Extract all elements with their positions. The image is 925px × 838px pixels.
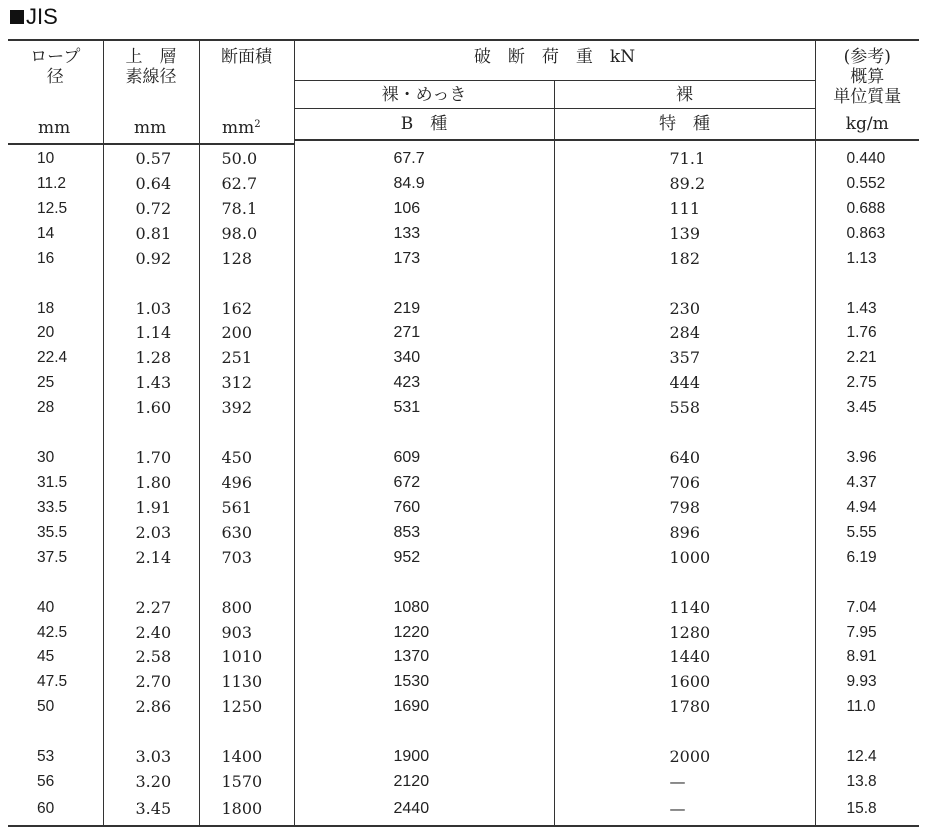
mass-cell: 4.94	[815, 496, 919, 521]
mass-cell: 4.37	[815, 471, 919, 496]
b-grade-load-cell: 423	[294, 371, 554, 396]
mass-cell: 1.43	[815, 297, 919, 322]
area-cell: 630	[199, 521, 294, 546]
wire-diameter-cell: 3.03	[103, 745, 199, 770]
b-grade-load-cell: 2440	[294, 795, 554, 826]
special-grade-load-cell: 706	[554, 471, 815, 496]
mass-cell: 0.440	[815, 140, 919, 172]
b-grade-load-cell: 1900	[294, 745, 554, 770]
table-row	[8, 371, 919, 396]
area-cell: 903	[199, 621, 294, 646]
wire-diameter-cell: 2.03	[103, 521, 199, 546]
b-grade-load-cell: 219	[294, 297, 554, 322]
b-grade-load-cell: 1080	[294, 596, 554, 621]
header-galvanized: 裸・めっき	[294, 81, 554, 109]
special-grade-load-cell: 1600	[554, 670, 815, 695]
header-rope-diameter: ロープ 径	[8, 40, 103, 140]
b-grade-load-cell: 106	[294, 197, 554, 222]
area-cell: 62.7	[199, 172, 294, 197]
mass-cell: 3.45	[815, 396, 919, 421]
wire-diameter-cell: 1.70	[103, 446, 199, 471]
rope-diameter-cell: 16	[37, 249, 55, 267]
table-row	[8, 346, 919, 371]
rope-diameter-cell: 31.5	[37, 473, 68, 491]
mass-cell: 6.19	[815, 546, 919, 571]
rope-diameter-cell: 47.5	[37, 673, 68, 691]
wire-diameter-cell: 0.92	[103, 247, 199, 272]
special-grade-load-cell: 71.1	[554, 140, 815, 172]
table-row	[8, 297, 919, 322]
area-cell: 1570	[199, 770, 294, 795]
b-grade-load-cell: 84.9	[294, 172, 554, 197]
rope-diameter-cell: 30	[37, 449, 55, 467]
special-grade-load-cell: 798	[554, 496, 815, 521]
b-grade-load-cell: 133	[294, 222, 554, 247]
wire-diameter-cell: 1.80	[103, 471, 199, 496]
table-row	[8, 770, 919, 795]
b-grade-load-cell: 2120	[294, 770, 554, 795]
wire-diameter-cell: 2.86	[103, 695, 199, 720]
special-grade-load-cell: 444	[554, 371, 815, 396]
area-cell: 800	[199, 596, 294, 621]
rope-diameter-cell: 10	[37, 149, 55, 167]
square-bullet-icon	[10, 10, 24, 24]
area-cell: 703	[199, 546, 294, 571]
rope-diameter-cell: 40	[37, 598, 55, 616]
special-grade-load-cell: 640	[554, 446, 815, 471]
unit-wire-dia: mm	[134, 118, 167, 138]
wire-diameter-cell: 1.43	[103, 371, 199, 396]
mass-cell: 12.4	[815, 745, 919, 770]
rope-diameter-cell: 28	[37, 399, 55, 417]
area-cell: 1130	[199, 670, 294, 695]
unit-rope-dia: mm	[38, 118, 71, 138]
mass-cell: 7.04	[815, 596, 919, 621]
special-grade-load-cell: 230	[554, 297, 815, 322]
group-spacer	[8, 272, 919, 297]
area-cell: 1250	[199, 695, 294, 720]
mass-cell: 0.552	[815, 172, 919, 197]
special-grade-load-cell: 89.2	[554, 172, 815, 197]
mass-cell: 11.0	[815, 695, 919, 720]
area-cell: 392	[199, 396, 294, 421]
header-special-grade: 特 種	[554, 109, 815, 141]
header-mass: (参考) 概算 単位質量	[815, 40, 919, 109]
rope-diameter-cell: 33.5	[37, 498, 68, 516]
special-grade-load-cell: 1140	[554, 596, 815, 621]
b-grade-load-cell: 1220	[294, 621, 554, 646]
area-cell: 450	[199, 446, 294, 471]
header-mass-unit: kg/m	[815, 109, 919, 141]
wire-diameter-cell: 1.14	[103, 321, 199, 346]
header-area: 断面積	[199, 40, 294, 140]
wire-diameter-cell: 2.40	[103, 621, 199, 646]
b-grade-load-cell: 340	[294, 346, 554, 371]
group-spacer	[8, 571, 919, 596]
area-cell: 496	[199, 471, 294, 496]
rope-diameter-cell: 37.5	[37, 548, 68, 566]
mass-cell: 7.95	[815, 621, 919, 646]
area-cell: 251	[199, 346, 294, 371]
special-grade-load-cell: 139	[554, 222, 815, 247]
table-row	[8, 321, 919, 346]
rope-diameter-cell: 35.5	[37, 523, 68, 541]
rope-diameter-cell: 22.4	[37, 349, 68, 367]
jis-rope-spec-table	[8, 39, 919, 827]
group-spacer	[8, 421, 919, 446]
wire-diameter-cell: 0.57	[103, 140, 199, 172]
header-b-grade: B 種	[294, 109, 554, 141]
mass-cell: 0.863	[815, 222, 919, 247]
mass-cell: 2.21	[815, 346, 919, 371]
mass-cell: 0.688	[815, 197, 919, 222]
table-row	[8, 471, 919, 496]
table-row	[8, 197, 919, 222]
table-row	[8, 670, 919, 695]
header-wire-diameter: 上 層 素線径	[103, 40, 199, 140]
wire-diameter-cell: 0.64	[103, 172, 199, 197]
area-cell: 561	[199, 496, 294, 521]
document-title	[10, 4, 58, 30]
mass-cell: 3.96	[815, 446, 919, 471]
b-grade-load-cell: 531	[294, 396, 554, 421]
area-cell: 1800	[199, 795, 294, 826]
mass-cell: 5.55	[815, 521, 919, 546]
special-grade-load-cell: —	[554, 770, 815, 795]
units-row	[8, 113, 294, 143]
b-grade-load-cell: 1530	[294, 670, 554, 695]
table-row	[8, 745, 919, 770]
rope-diameter-cell: 25	[37, 374, 55, 392]
rope-diameter-cell: 53	[37, 748, 55, 766]
rope-diameter-cell: 18	[37, 299, 55, 317]
special-grade-load-cell: 2000	[554, 745, 815, 770]
table-row	[8, 795, 919, 826]
table-row	[8, 695, 919, 720]
area-cell: 98.0	[199, 222, 294, 247]
rope-diameter-cell: 45	[37, 648, 55, 666]
area-cell: 162	[199, 297, 294, 322]
b-grade-load-cell: 271	[294, 321, 554, 346]
rope-diameter-cell: 11.2	[37, 174, 67, 192]
wire-diameter-cell: 2.58	[103, 645, 199, 670]
table-row	[8, 396, 919, 421]
rope-diameter-cell: 42.5	[37, 623, 68, 641]
group-spacer	[8, 720, 919, 745]
area-cell: 200	[199, 321, 294, 346]
b-grade-load-cell: 1690	[294, 695, 554, 720]
table-row	[8, 222, 919, 247]
table-row	[8, 172, 919, 197]
wire-diameter-cell: 0.81	[103, 222, 199, 247]
mass-cell: 2.75	[815, 371, 919, 396]
area-cell: 78.1	[199, 197, 294, 222]
b-grade-load-cell: 760	[294, 496, 554, 521]
area-cell: 1010	[199, 645, 294, 670]
special-grade-load-cell: 1280	[554, 621, 815, 646]
b-grade-load-cell: 173	[294, 247, 554, 272]
rope-diameter-cell: 20	[37, 324, 55, 342]
rope-diameter-cell: 60	[8, 795, 103, 826]
title-text: JIS	[26, 4, 58, 29]
b-grade-load-cell: 67.7	[294, 140, 554, 172]
b-grade-load-cell: 1370	[294, 645, 554, 670]
unit-area: $mm^2$	[222, 118, 261, 138]
special-grade-load-cell: 558	[554, 396, 815, 421]
special-grade-load-cell: 111	[554, 197, 815, 222]
mass-cell: 15.8	[815, 795, 919, 826]
rope-diameter-cell: 56	[37, 773, 55, 791]
mass-cell: 8.91	[815, 645, 919, 670]
table-row	[8, 496, 919, 521]
wire-diameter-cell: 2.70	[103, 670, 199, 695]
header-bright: 裸	[554, 81, 815, 109]
wire-diameter-cell: 3.20	[103, 770, 199, 795]
b-grade-load-cell: 952	[294, 546, 554, 571]
mass-cell: 1.76	[815, 321, 919, 346]
mass-cell: 9.93	[815, 670, 919, 695]
wire-diameter-cell: 1.91	[103, 496, 199, 521]
special-grade-load-cell: 1440	[554, 645, 815, 670]
header-breaking-load: 破 断 荷 重 kN	[294, 40, 815, 81]
mass-cell: 13.8	[815, 770, 919, 795]
area-cell: 128	[199, 247, 294, 272]
special-grade-load-cell: 1000	[554, 546, 815, 571]
mass-cell: 1.13	[815, 247, 919, 272]
b-grade-load-cell: 672	[294, 471, 554, 496]
special-grade-load-cell: —	[554, 795, 815, 826]
wire-diameter-cell: 0.72	[103, 197, 199, 222]
wire-diameter-cell: 2.14	[103, 546, 199, 571]
special-grade-load-cell: 182	[554, 247, 815, 272]
table-row	[8, 546, 919, 571]
b-grade-load-cell: 853	[294, 521, 554, 546]
rope-diameter-cell: 12.5	[37, 199, 68, 217]
rope-diameter-cell: 14	[37, 224, 55, 242]
special-grade-load-cell: 284	[554, 321, 815, 346]
special-grade-load-cell: 1780	[554, 695, 815, 720]
rope-diameter-cell: 50	[37, 698, 55, 716]
table-row	[8, 521, 919, 546]
area-cell: 312	[199, 371, 294, 396]
wire-diameter-cell: 1.28	[103, 346, 199, 371]
wire-diameter-cell: 2.27	[103, 596, 199, 621]
table-row	[8, 446, 919, 471]
wire-diameter-cell: 1.60	[103, 396, 199, 421]
area-cell: 1400	[199, 745, 294, 770]
special-grade-load-cell: 896	[554, 521, 815, 546]
table-body	[8, 140, 919, 826]
table-row	[8, 247, 919, 272]
table-row	[8, 645, 919, 670]
header-bottom-rule	[8, 143, 294, 145]
wire-diameter-cell: 3.45	[103, 795, 199, 826]
special-grade-load-cell: 357	[554, 346, 815, 371]
table-row	[8, 596, 919, 621]
table-row	[8, 621, 919, 646]
wire-diameter-cell: 1.03	[103, 297, 199, 322]
b-grade-load-cell: 609	[294, 446, 554, 471]
area-cell: 50.0	[199, 140, 294, 172]
